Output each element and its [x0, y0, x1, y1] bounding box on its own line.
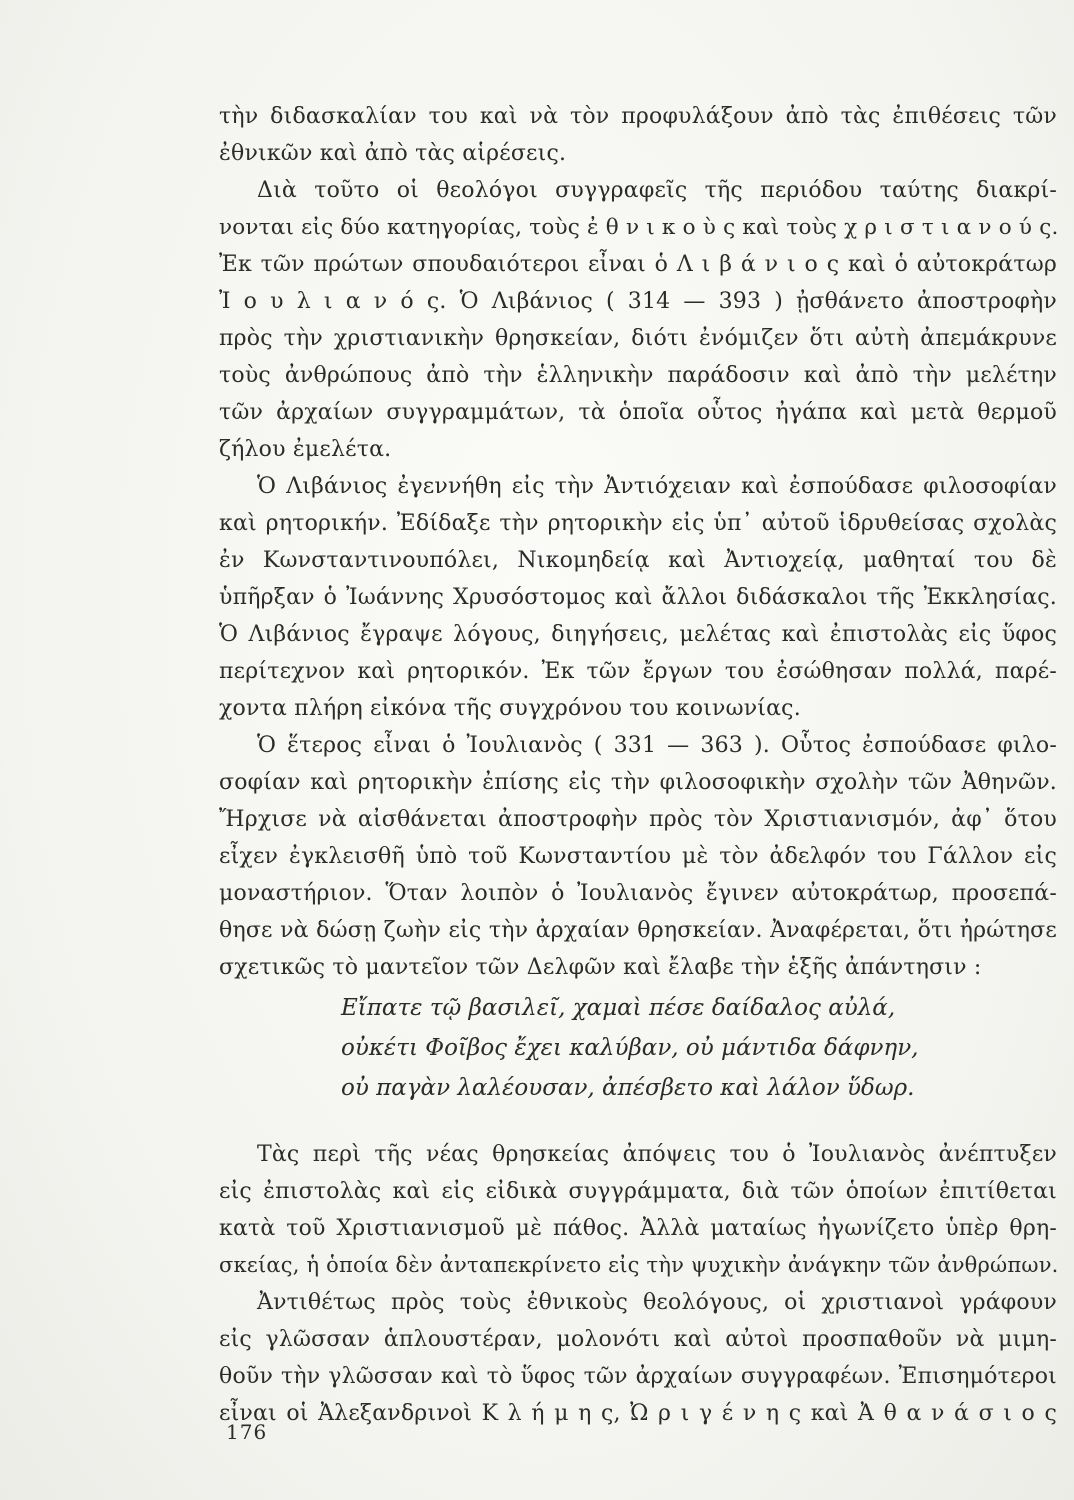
verse-line: Εἴπατε τῷ βασιλεῖ, χαμαὶ πέσε δαίδαλος αὐλά,	[341, 995, 896, 1021]
text-line: Ὁ Λιβάνιος ἔγραψε λόγους, διηγήσεις, μελέτας καὶ ἐπιστολὰς εἰς ὕφος	[219, 622, 1057, 647]
verse-line: οὐ παγὰν λαλέουσαν, ἀπέσβετο καὶ λάλον ὕδωρ.	[341, 1075, 915, 1101]
text-line: εἰς γλῶσσαν ἁπλουστέραν, μολονότι καὶ αὐτοὶ προσπαθοῦν νὰ μιμη-	[219, 1327, 1057, 1352]
text-line: εἶχεν ἐγκλεισθῆ ὑπὸ τοῦ Κωνσταντίου μὲ τὸν ἀδελφόν του Γάλλον εἰς	[219, 844, 1057, 869]
text-line: Ὁ Λιβάνιος ἐγεννήθη εἰς τὴν Ἀντιόχειαν καὶ ἐσπούδασε φιλοσοφίαν	[257, 474, 1057, 499]
verse-line: οὐκέτι Φοῖβος ἔχει καλύβαν, οὐ μάντιδα δάφνην,	[341, 1035, 919, 1061]
text-line: ἐθνικῶν καὶ ἀπὸ τὰς αἱρέσεις.	[219, 141, 567, 166]
oracle-verse	[219, 988, 1057, 1108]
text-line: ζήλου ἐμελέτα.	[219, 437, 392, 462]
text-line: τὴν διδασκαλίαν του καὶ νὰ τὸν προφυλάξουν ἀπὸ τὰς ἐπιθέσεις τῶν	[219, 104, 1057, 129]
text-line: σκείας, ἡ ὁποία δὲν ἀνταπεκρίνετο εἰς τὴν ψυχικὴν ἀνάγκην τῶν ἀνθρώπων.	[219, 1253, 1059, 1277]
text-line: θοῦν τὴν γλῶσσαν καὶ τὸ ὕφος τῶν ἀρχαίων συγγραφέων. Ἐπισημότεροι	[219, 1364, 1057, 1389]
text-line: κατὰ τοῦ Χριστιανισμοῦ μὲ πάθος. Ἀλλὰ ματαίως ἠγωνίζετο ὑπὲρ θρη-	[219, 1216, 1057, 1241]
text-line: Ἰ ο υ λ ι α ν ό ς. Ὁ Λιβάνιος ( 314 — 393 ) ᾐσθάνετο ἀποστροφὴν	[219, 289, 1057, 314]
text-line: καὶ ρητορικήν. Ἐδίδαξε τὴν ρητορικὴν εἰς ὑπ᾿ αὐτοῦ ἱδρυθείσας σχολὰς	[219, 511, 1057, 536]
text-line: θησε νὰ δώσῃ ζωὴν εἰς τὴν ἀρχαίαν θρησκείαν. Ἀναφέρεται, ὅτι ἠρώτησε	[219, 918, 1057, 943]
text-line: σχετικῶς τὸ μαντεῖον τῶν Δελφῶν καὶ ἔλαβε τὴν ἑξῆς ἀπάντησιν :	[219, 955, 982, 980]
body-text	[219, 98, 1057, 1432]
text-line: εἶναι οἱ Ἀλεξανδρινοὶ Κ λ ή μ η ς, Ὠ ρ ι γ έ ν η ς καὶ Ἀ θ α ν ά σ ι ο ς	[219, 1401, 1057, 1426]
text-line: τῶν ἀρχαίων συγγραμμάτων, τὰ ὁποῖα οὗτος ἠγάπα καὶ μετὰ θερμοῦ	[219, 400, 1057, 425]
text-line: τοὺς ἀνθρώπους ἀπὸ τὴν ἑλληνικὴν παράδοσιν καὶ ἀπὸ τὴν μελέτην	[219, 363, 1057, 388]
page-number: 176	[226, 1420, 268, 1444]
text-line: Ὁ ἕτερος εἶναι ὁ Ἰουλιανὸς ( 331 — 363 ). Οὗτος ἐσπούδασε φιλο-	[257, 733, 1057, 758]
text-line: ἐν Κωνσταντινουπόλει, Νικομηδείᾳ καὶ Ἀντιοχείᾳ, μαθηταί του δὲ	[219, 548, 1057, 573]
text-line: ὑπῆρξαν ὁ Ἰωάννης Χρυσόστομος καὶ ἄλλοι διδάσκαλοι τῆς Ἐκκλησίας.	[219, 585, 1057, 610]
text-line: Διὰ τοῦτο οἱ θεολόγοι συγγραφεῖς τῆς περιόδου ταύτης διακρί-	[257, 178, 1057, 203]
text-line: Τὰς περὶ τῆς νέας θρησκείας ἀπόψεις του ὁ Ἰουλιανὸς ἀνέπτυξεν	[257, 1142, 1057, 1167]
text-line: σοφίαν καὶ ρητορικὴν ἐπίσης εἰς τὴν φιλοσοφικὴν σχολὴν τῶν Ἀθηνῶν.	[219, 770, 1057, 795]
text-line: Ἀντιθέτως πρὸς τοὺς ἐθνικοὺς θεολόγους, οἱ χριστιανοὶ γράφουν	[257, 1290, 1057, 1315]
text-line: πρὸς τὴν χριστιανικὴν θρησκείαν, διότι ἐνόμιζεν ὅτι αὐτὴ ἀπεμάκρυνε	[219, 326, 1057, 351]
text-line: χοντα πλήρη εἰκόνα τῆς συγχρόνου του κοινωνίας.	[219, 696, 801, 721]
text-line: Ἤρχισε νὰ αἰσθάνεται ἀποστροφὴν πρὸς τὸν Χριστιανισμόν, ἀφ᾿ ὅτου	[219, 807, 1057, 832]
text-line: Ἐκ τῶν πρώτων σπουδαιότεροι εἶναι ὁ Λ ι β ά ν ι ο ς καὶ ὁ αὐτοκράτωρ	[219, 252, 1057, 277]
text-line: εἰς ἐπιστολὰς καὶ εἰς εἰδικὰ συγγράμματα, διὰ τῶν ὁποίων ἐπιτίθεται	[219, 1179, 1057, 1204]
text-line: νονται εἰς δύο κατηγορίας, τοὺς ἐ θ ν ι κ ο ὺ ς καὶ τοὺς χ ρ ι σ τ ι α ν ο ύ ς.	[219, 215, 1059, 240]
text-line: μοναστήριον. Ὅταν λοιπὸν ὁ Ἰουλιανὸς ἔγινεν αὐτοκράτωρ, προσεπά-	[219, 881, 1057, 906]
text-line: περίτεχνον καὶ ρητορικόν. Ἐκ τῶν ἔργων του ἐσώθησαν πολλά, παρέ-	[219, 659, 1057, 684]
